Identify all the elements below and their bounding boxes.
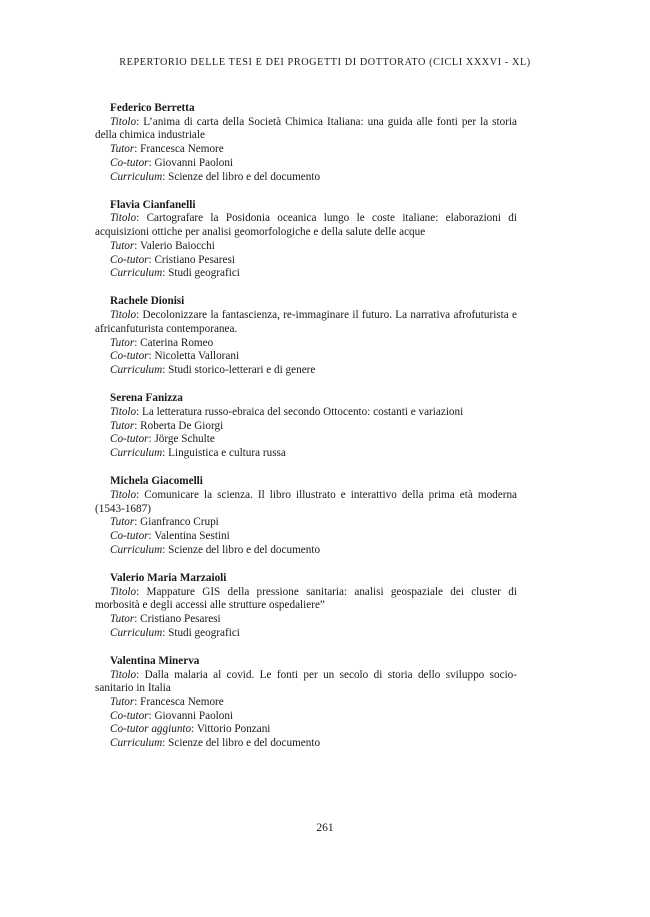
curriculum-name: Studi storico-letterari e di genere [168, 363, 316, 376]
thesis-entry [95, 475, 517, 557]
thesis-title: La letteratura russo-ebraica del secondo Ottocento: costanti e variazioni [142, 405, 464, 418]
curriculum-name: Scienze del libro e del documento [168, 737, 321, 750]
running-header: REPERTORIO DELLE TESI E DEI PROGETTI DI DOTTORATO (CICLI XXXVI - XL) [119, 57, 531, 68]
title-label: Titolo [110, 488, 137, 501]
thesis-title: Decolonizzare la fantascienza, re-immaginare il futuro. La narrativa afrofuturista e africanfuturista contemporanea. [95, 309, 517, 335]
co-tutor-label: Co-tutor [110, 253, 149, 266]
tutor-name: Roberta De Giorgi [140, 419, 224, 432]
thesis-title: L’anima di carta della Società Chimica Italiana: una guida alle fonti per la storia della chimica industriale [95, 115, 517, 142]
co-tutor-label: Co-tutor [110, 529, 149, 542]
co-tutor-line: Co-tutor: Cristiano Pesaresi [110, 253, 235, 266]
curriculum-name: Studi geografici [168, 626, 240, 639]
thesis-title-line: Titolo: La letteratura russo-ebraica del secondo Ottocento: costanti e variazioni [110, 405, 464, 418]
thesis-list [95, 102, 517, 765]
title-label: Titolo [110, 212, 137, 225]
tutor-name: Cristiano Pesaresi [140, 613, 221, 625]
curriculum-label: Curriculum [110, 446, 163, 459]
co-tutor-label: Co-tutor [110, 350, 149, 363]
tutor-label: Tutor [110, 696, 135, 709]
thesis-entry [95, 392, 517, 461]
thesis-title: Cartografare la Posidonia oceanica lungo le coste italiane: elaborazioni di acquisizioni ottiche per analisi geomorfologiche e della salute delle acque [95, 212, 518, 239]
curriculum-name: Scienze del libro e del documento [168, 170, 321, 183]
curriculum-line: Curriculum: Linguistica e cultura russa [110, 446, 286, 459]
author-name: Michela Giacomelli [110, 475, 203, 488]
title-label: Titolo [110, 668, 137, 681]
page-number: 261 [316, 822, 334, 834]
tutor-label: Tutor [110, 336, 135, 349]
tutor-line: Tutor: Gianfranco Crupi [110, 516, 219, 529]
curriculum-label: Curriculum [110, 363, 163, 376]
co-tutor-name: Valentina Sestini [154, 529, 230, 542]
co-tutor-aggiunto-label: Co-tutor aggiunto [110, 723, 192, 736]
co-tutor-line: Co-tutor: Giovanni Paoloni [110, 156, 234, 169]
title-label: Titolo [110, 309, 137, 322]
thesis-entry [95, 295, 517, 377]
curriculum-line: Curriculum: Scienze del libro e del documento [110, 170, 321, 183]
curriculum-name: Studi geografici [168, 267, 240, 280]
curriculum-line: Curriculum: Scienze del libro e del documento [110, 737, 321, 750]
co-tutor-line: Co-tutor: Valentina Sestini [110, 529, 230, 542]
title-label: Titolo [110, 405, 137, 418]
tutor-line: Tutor: Caterina Romeo [110, 336, 214, 349]
thesis-title: Mappature GIS della pressione sanitaria: analisi geospaziale dei cluster di morbosità e degli accessi alle strutture ospedaliere” [95, 585, 518, 612]
curriculum-name: Linguistica e cultura russa [168, 446, 286, 459]
co-tutor-name: Cristiano Pesaresi [154, 253, 235, 266]
co-tutor-line: Co-tutor: Nicoletta Vallorani [110, 350, 240, 363]
tutor-line: Tutor: Roberta De Giorgi [110, 419, 224, 432]
tutor-label: Tutor [110, 239, 135, 252]
curriculum-line: Curriculum: Scienze del libro e del documento [110, 543, 321, 556]
co-tutor-line: Co-tutor: Jörge Schulte [110, 433, 215, 446]
co-tutor-name: Nicoletta Vallorani [154, 350, 240, 363]
co-tutor-aggiunto-name: Vittorio Ponzani [196, 723, 271, 736]
author-name: Valerio Maria Marzaioli [110, 571, 227, 584]
thesis-entry [95, 655, 517, 751]
author-name: Flavia Cianfanelli [110, 198, 196, 211]
thesis-title-line: Titolo: L’anima di carta della Società Chimica Italiana: una guida alle fonti per la storia della chimica industriale [95, 115, 517, 142]
co-tutor-label: Co-tutor [110, 709, 149, 722]
tutor-label: Tutor [110, 613, 135, 625]
tutor-line: Tutor: Valerio Baiocchi [110, 239, 215, 252]
tutor-name: Francesca Nemore [140, 143, 224, 156]
curriculum-label: Curriculum [110, 267, 163, 280]
tutor-name: Valerio Baiocchi [139, 239, 215, 252]
thesis-title-line: Titolo: Decolonizzare la fantascienza, re-immaginare il futuro. La narrativa afrofuturista e africanfuturista contemporanea. [95, 309, 517, 335]
author-name: Serena Fanizza [110, 392, 183, 405]
tutor-label: Tutor [110, 516, 135, 529]
thesis-title-line: Titolo: Comunicare la scienza. Il libro illustrato e interattivo della prima età moderna (1543-1687) [95, 488, 518, 515]
author-name: Valentina Minerva [110, 654, 200, 667]
tutor-name: Caterina Romeo [140, 336, 214, 349]
tutor-line: Tutor: Cristiano Pesaresi [110, 613, 221, 625]
curriculum-line: Curriculum: Studi storico-letterari e di genere [110, 363, 316, 376]
tutor-label: Tutor [110, 143, 135, 156]
curriculum-line: Curriculum: Studi geografici [110, 626, 240, 639]
thesis-entry [95, 199, 517, 281]
curriculum-label: Curriculum [110, 170, 163, 183]
curriculum-line: Curriculum: Studi geografici [110, 267, 240, 280]
author-name: Rachele Dionisi [110, 295, 185, 308]
curriculum-label: Curriculum [110, 626, 163, 639]
thesis-title-line: Titolo: Mappature GIS della pressione sanitaria: analisi geospaziale dei cluster di morbosità e degli accessi alle strutture ospedaliere” [95, 585, 518, 612]
co-tutor-aggiunto-line: Co-tutor aggiunto: Vittorio Ponzani [110, 723, 271, 736]
curriculum-label: Curriculum [110, 737, 163, 750]
co-tutor-label: Co-tutor [110, 156, 149, 169]
co-tutor-name: Jörge Schulte [154, 433, 215, 446]
curriculum-name: Scienze del libro e del documento [168, 543, 321, 556]
thesis-title-line: Titolo: Dalla malaria al covid. Le fonti per un secolo di storia dello sviluppo socio-sanitario in Italia [95, 668, 517, 695]
title-label: Titolo [110, 585, 137, 598]
co-tutor-name: Giovanni Paoloni [154, 709, 234, 722]
thesis-title-line: Titolo: Cartografare la Posidonia oceanica lungo le coste italiane: elaborazioni di acquisizioni ottiche per analisi geomorfologiche e della salute delle acque [95, 212, 518, 239]
tutor-line: Tutor: Francesca Nemore [110, 696, 224, 709]
co-tutor-name: Giovanni Paoloni [154, 156, 234, 169]
tutor-line: Tutor: Francesca Nemore [110, 143, 224, 156]
title-label: Titolo [110, 115, 137, 128]
co-tutor-label: Co-tutor [110, 433, 149, 446]
co-tutor-line: Co-tutor: Giovanni Paoloni [110, 709, 234, 722]
thesis-entry [95, 102, 517, 184]
curriculum-label: Curriculum [110, 543, 163, 556]
thesis-title: Comunicare la scienza. Il libro illustrato e interattivo della prima età moderna (1543-1687) [95, 488, 518, 515]
thesis-title: Dalla malaria al covid. Le fonti per un secolo di storia dello sviluppo socio-sanitario in Italia [95, 668, 517, 695]
thesis-entry [95, 572, 517, 641]
tutor-label: Tutor [110, 419, 135, 432]
tutor-name: Gianfranco Crupi [140, 516, 219, 529]
tutor-name: Francesca Nemore [140, 696, 224, 709]
author-name: Federico Berretta [110, 102, 195, 114]
